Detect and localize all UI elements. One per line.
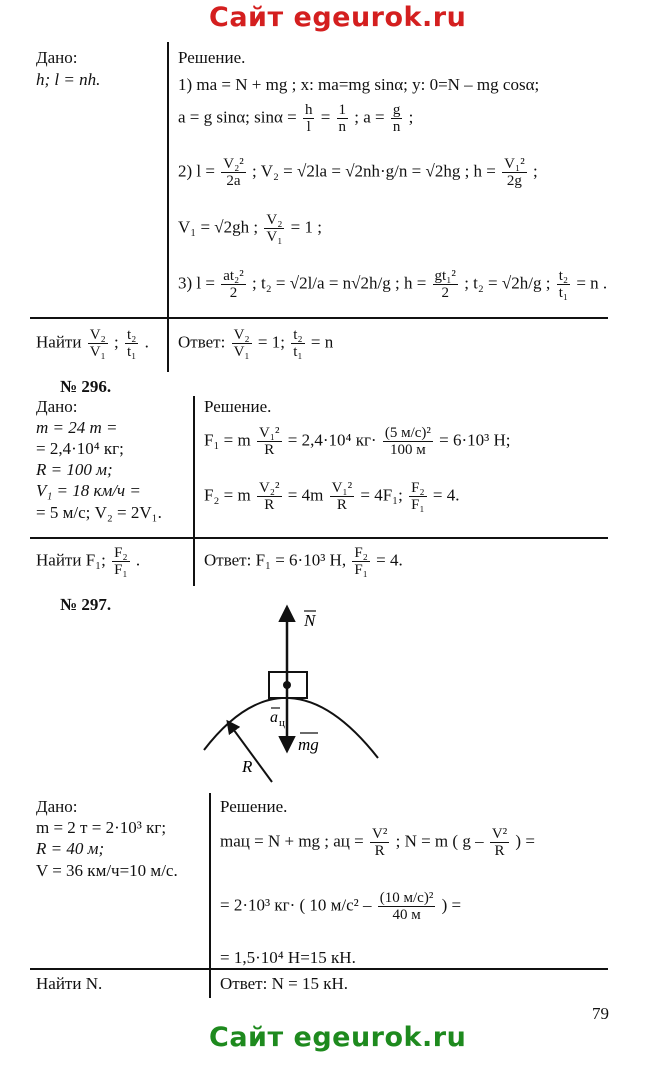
- p297-line2: = 2·10³ кг· ( 10 м/с² – $\frac{\text{(10 м/с)²}}{40 м}$ ) =: [220, 890, 462, 923]
- p295-line5: 3) l = $\frac{\text{at₂²}}{2}$ ; t₂ = √2l/a = n√2h/g ; h = $\frac{\text{gt₁²}}{2}$ ; t₂ = √2h/g ; $\frac{\text{t₂}}{\text{t₁}}$ = n .: [178, 268, 608, 301]
- fraction: $\frac{\text{F₂}}{\text{F₁}}$: [411, 480, 425, 513]
- p296-given-3: V₁ = 18 км/ч =: [36, 481, 141, 500]
- fraction: $\frac{g}{n}$: [392, 102, 401, 135]
- p296-divider-vertical: [193, 396, 195, 586]
- p297-find: Найти N.: [36, 974, 103, 993]
- label-mg: mg: [298, 735, 319, 754]
- fraction: $\frac{\text{F₂}}{\text{F₁}}$: [114, 545, 128, 578]
- fraction: $\frac{\text{t₂}}{\text{t₁}}$: [558, 268, 569, 301]
- label-a: a: [270, 709, 278, 726]
- p295-given-label: Дано:: [36, 48, 78, 67]
- p297-solution-label: Решение.: [220, 797, 288, 816]
- fraction: $\frac{\text{(5 м/с)²}}{100 м}$: [384, 425, 431, 458]
- p297-divider-horizontal: [30, 968, 608, 970]
- p295-given-line: h; l = nh.: [36, 70, 101, 89]
- p295-divider-horizontal: [30, 317, 608, 319]
- site-header: Сайт egeurok.ru: [209, 2, 467, 33]
- fraction: $\frac{\text{V₁²}}{R}$: [258, 425, 280, 458]
- fraction: $\frac{\text{V₂}}{\text{V₁}}$: [89, 327, 106, 360]
- p295-line1: 1) ma = N + mg ; x: ma=mg sinα; y: 0=N – mg cosα;: [178, 75, 540, 94]
- fraction: $\frac{\text{V₂²}}{2a}$: [223, 156, 244, 189]
- fraction: $\frac{h}{l}$: [304, 102, 313, 135]
- label-R: R: [242, 757, 253, 776]
- fraction: $\frac{\text{V₂²}}{R}$: [258, 480, 280, 513]
- p297-line1: maц = N + mg ; aц = $\frac{\text{V²}}{R}$ ; N = m ( g – $\frac{\text{V²}}{R}$ ) =: [220, 826, 535, 859]
- label-a-sub: ц: [279, 717, 285, 729]
- p297-given-label: Дано:: [36, 797, 78, 816]
- p296-number: № 296.: [60, 377, 112, 396]
- fraction: $\frac{\text{at₂²}}{2}$: [223, 268, 244, 301]
- p296-given-4: = 5 м/с; V₂ = 2V₁.: [36, 503, 162, 522]
- fraction: $\frac{\text{V₂}}{\text{V₁}}$: [266, 212, 283, 245]
- p296-given-label: Дано:: [36, 397, 78, 416]
- site-footer: Сайт egeurok.ru: [209, 1022, 467, 1053]
- fraction: $\frac{\text{(10 м/с)²}}{40 м}$: [379, 890, 434, 923]
- p296-given-0: m = 24 т =: [36, 418, 118, 437]
- p295-divider-vertical: [167, 42, 169, 372]
- p296-given-2: R = 100 м;: [36, 460, 113, 479]
- fraction: $\frac{\text{t₂}}{\text{t₁}}$: [293, 327, 303, 360]
- p295-answer: Ответ: $\frac{\text{V₂}}{\text{V₁}}$ = 1; $\frac{\text{t₂}}{\text{t₁}}$ = n: [178, 327, 334, 360]
- fraction: $\frac{\text{V₁²}}{R}$: [331, 480, 353, 513]
- fraction: $\frac{\text{V²}}{R}$: [372, 826, 388, 859]
- p296-given-1: = 2,4·10⁴ кг;: [36, 439, 124, 458]
- p296-line2: F₂ = m $\frac{\text{V₂²}}{R}$ = 4m $\frac{\text{V₁²}}{R}$ = 4F₁; $\frac{\text{F₂}}{\text{F₁}}$ = 4.: [204, 480, 460, 513]
- p297-given-0: m = 2 т = 2·10³ кг;: [36, 818, 167, 837]
- hill-arc: [204, 698, 378, 758]
- fraction: $\frac{\text{F₂}}{\text{F₁}}$: [354, 545, 368, 578]
- fraction: $\frac{1}{n}$: [338, 102, 347, 135]
- p296-divider-horizontal: [30, 537, 608, 539]
- p296-solution-label: Решение.: [204, 397, 272, 416]
- fraction: $\frac{\text{V₂}}{\text{V₁}}$: [233, 327, 250, 360]
- fraction: $\frac{\text{V₁²}}{2g}$: [504, 156, 525, 189]
- page-number: 79: [592, 1004, 609, 1023]
- p297-figure: [190, 600, 400, 790]
- p297-line3: = 1,5·10⁴ Н=15 кН.: [220, 948, 356, 967]
- p296-line1: F₁ = m $\frac{\text{V₁²}}{R}$ = 2,4·10⁴ кг· $\frac{\text{(5 м/с)²}}{100 м}$ = 6·10³ Н;: [204, 425, 511, 458]
- p296-find: Найти F₁; $\frac{\text{F₂}}{\text{F₁}}$ .: [36, 545, 141, 578]
- fraction: $\frac{\text{t₂}}{\text{t₁}}$: [127, 327, 137, 360]
- p295-line2: a = g sinα; sinα = $\frac{h}{l}$ = $\frac{1}{n}$ ; a = $\frac{g}{n}$ ;: [178, 102, 414, 135]
- p295-line3: 2) l = $\frac{\text{V₂²}}{2a}$ ; V₂ = √2la = √2nh·g/n = √2hg ; h = $\frac{\text{V₁²}}{2g}$ ;: [178, 156, 538, 189]
- p297-given-1: R = 40 м;: [36, 839, 105, 858]
- p297-given-2: V = 36 км/ч=10 м/с.: [36, 861, 178, 880]
- p296-answer: Ответ: F₁ = 6·10³ Н, $\frac{\text{F₂}}{\text{F₁}}$ = 4.: [204, 545, 403, 578]
- p297-number: № 297.: [60, 595, 112, 614]
- p295-solution-label: Решение.: [178, 48, 246, 67]
- fraction: $\frac{\text{gt₁²}}{2}$: [434, 268, 456, 301]
- p295-find: Найти $\frac{\text{V₂}}{\text{V₁}}$ ; $\frac{\text{t₂}}{\text{t₁}}$ .: [36, 327, 149, 360]
- label-N: N: [304, 611, 316, 630]
- fraction: $\frac{\text{V²}}{R}$: [491, 826, 508, 859]
- p297-answer: Ответ: N = 15 кН.: [220, 974, 348, 993]
- p295-line4: V₁ = √2gh ; $\frac{\text{V₂}}{\text{V₁}}$ = 1 ;: [178, 212, 322, 245]
